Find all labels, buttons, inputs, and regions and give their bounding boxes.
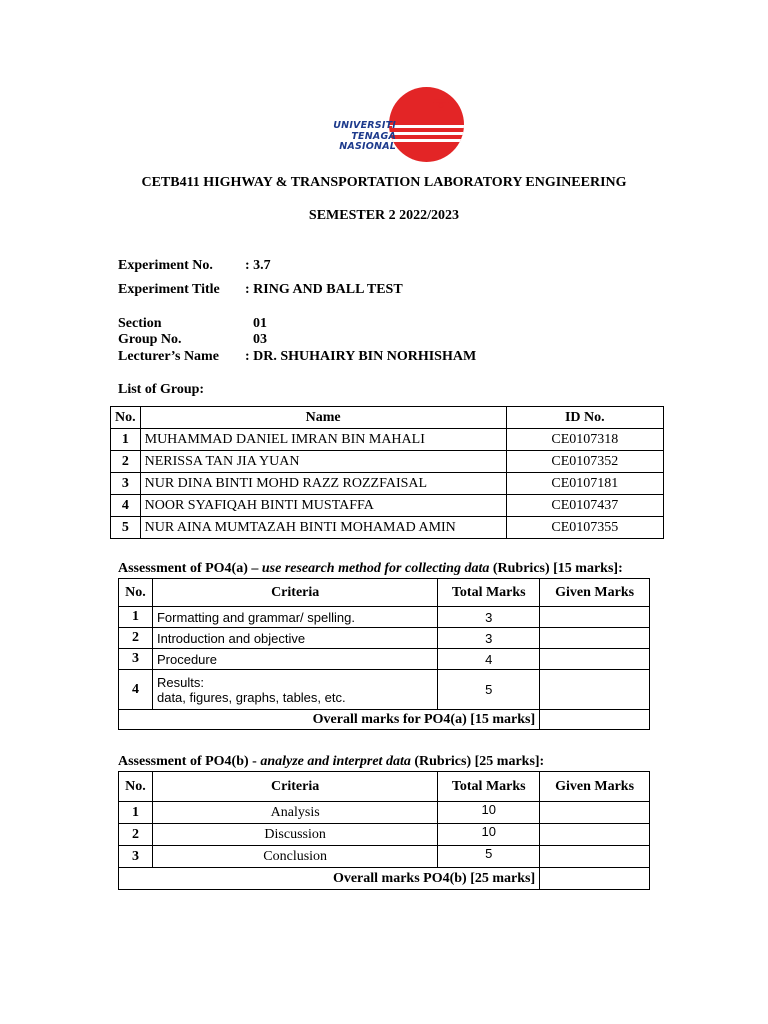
row-no: 1 — [119, 802, 153, 824]
row-given-marks[interactable] — [540, 607, 650, 628]
group-table-header — [111, 407, 664, 429]
table-row — [111, 429, 664, 451]
po4a-table-header — [119, 579, 650, 607]
row-name: NERISSA TAN JIA YUAN — [140, 451, 506, 473]
header-total-marks: Total Marks — [438, 579, 540, 607]
header-no: No. — [111, 407, 141, 429]
po4a-heading-suffix: (Rubrics) [15 marks]: — [489, 561, 623, 576]
table-row — [119, 628, 650, 649]
row-total-marks: 10 — [438, 824, 540, 846]
section-value: 01 — [253, 316, 267, 331]
po4a-heading — [118, 561, 623, 577]
row-id: CE0107355 — [506, 517, 663, 539]
po4b-heading-italic: analyze and interpret data — [260, 754, 411, 769]
logo-text-line3: NASIONAL — [339, 141, 396, 152]
experiment-title-label: Experiment Title — [118, 282, 220, 297]
row-total-marks: 4 — [438, 649, 540, 670]
row-no: 3 — [111, 473, 141, 495]
row-no: 2 — [119, 824, 153, 846]
row-no: 5 — [111, 517, 141, 539]
overall-given-marks[interactable] — [540, 868, 650, 890]
row-given-marks[interactable] — [540, 628, 650, 649]
logo-circle — [389, 87, 464, 162]
table-row — [119, 824, 650, 846]
po4b-table-header — [119, 772, 650, 802]
experiment-no-value: : 3.7 — [245, 258, 271, 273]
row-name: NUR DINA BINTI MOHD RAZZ ROZZFAISAL — [140, 473, 506, 495]
row-no: 4 — [111, 495, 141, 517]
row-criteria-line2: data, figures, graphs, tables, etc. — [156, 689, 346, 705]
header-given-marks: Given Marks — [540, 772, 650, 802]
row-total-marks: 3 — [438, 628, 540, 649]
row-no: 1 — [119, 607, 153, 628]
logo-emblem-icon — [432, 99, 450, 115]
row-given-marks[interactable] — [540, 670, 650, 710]
row-given-marks[interactable] — [540, 846, 650, 868]
table-row — [119, 670, 650, 710]
row-no: 3 — [119, 649, 153, 670]
table-row — [119, 802, 650, 824]
overall-label: Overall marks for PO4(a) [15 marks] — [119, 710, 540, 730]
row-given-marks[interactable] — [540, 802, 650, 824]
po4b-heading-prefix: Assessment of PO4(b) - — [118, 754, 261, 769]
overall-row — [119, 710, 650, 730]
row-total-marks: 10 — [438, 802, 540, 824]
header-given-marks: Given Marks — [540, 579, 650, 607]
row-id: CE0107318 — [506, 429, 663, 451]
table-row — [111, 495, 664, 517]
course-title: CETB411 HIGHWAY & TRANSPORTATION LABORATORY ENGINEERING — [141, 175, 627, 190]
table-row — [111, 517, 664, 539]
po4b-heading-suffix: (Rubrics) [25 marks]: — [410, 754, 545, 769]
header-no: No. — [119, 772, 153, 802]
row-no: 3 — [119, 846, 153, 868]
row-total-marks: 5 — [438, 846, 540, 868]
row-total-marks: 5 — [438, 670, 540, 710]
row-criteria: Formatting and grammar/ spelling. — [152, 607, 437, 628]
row-name: NOOR SYAFIQAH BINTI MUSTAFFA — [140, 495, 506, 517]
group-table — [110, 406, 664, 539]
row-criteria: Conclusion — [152, 846, 437, 868]
po4b-table — [118, 771, 650, 890]
logo-text-line1: UNIVERSITI — [333, 120, 396, 131]
po4a-heading-prefix: Assessment of PO4(a) – — [118, 561, 262, 576]
row-name: NUR AINA MUMTAZAH BINTI MOHAMAD AMIN — [140, 517, 506, 539]
po4a-heading-italic: use research method for collecting data — [261, 561, 490, 576]
overall-row — [119, 868, 650, 890]
header-total-marks: Total Marks — [438, 772, 540, 802]
row-total-marks: 3 — [438, 607, 540, 628]
row-criteria: Procedure — [152, 649, 437, 670]
row-criteria: Introduction and objective — [152, 628, 437, 649]
row-given-marks[interactable] — [540, 824, 650, 846]
lecturer-value: : DR. SHUHAIRY BIN NORHISHAM — [245, 349, 477, 364]
header-criteria: Criteria — [152, 579, 437, 607]
group-no-label: Group No. — [118, 332, 182, 347]
row-criteria-line1: Results: — [156, 674, 204, 690]
row-no: 2 — [111, 451, 141, 473]
table-row — [119, 649, 650, 670]
table-row — [119, 607, 650, 628]
overall-given-marks[interactable] — [540, 710, 650, 730]
logo-text-line2: TENAGA — [351, 130, 396, 142]
header-name: Name — [140, 407, 506, 429]
row-no: 1 — [111, 429, 141, 451]
section-label: Section — [118, 316, 162, 331]
group-list-heading: List of Group: — [118, 382, 205, 397]
row-id: CE0107437 — [506, 495, 663, 517]
group-no-value: 03 — [253, 332, 267, 347]
table-row — [119, 846, 650, 868]
experiment-title-value: : RING AND BALL TEST — [245, 282, 403, 297]
row-criteria — [152, 670, 437, 710]
header-id: ID No. — [506, 407, 663, 429]
overall-label: Overall marks PO4(b) [25 marks] — [119, 868, 540, 890]
lecturer-label: Lecturer’s Name — [118, 349, 219, 364]
row-criteria: Analysis — [152, 802, 437, 824]
table-row — [111, 473, 664, 495]
header-criteria: Criteria — [152, 772, 437, 802]
row-criteria: Discussion — [152, 824, 437, 846]
row-id: CE0107352 — [506, 451, 663, 473]
row-name: MUHAMMAD DANIEL IMRAN BIN MAHALI — [140, 429, 506, 451]
header-no: No. — [119, 579, 153, 607]
row-no: 2 — [119, 628, 153, 649]
row-id: CE0107181 — [506, 473, 663, 495]
po4b-heading — [118, 754, 544, 770]
table-row — [111, 451, 664, 473]
semester-title: SEMESTER 2 2022/2023 — [308, 208, 460, 223]
po4a-table — [118, 578, 650, 730]
row-given-marks[interactable] — [540, 649, 650, 670]
experiment-no-label: Experiment No. — [118, 258, 213, 273]
row-no: 4 — [119, 670, 153, 710]
